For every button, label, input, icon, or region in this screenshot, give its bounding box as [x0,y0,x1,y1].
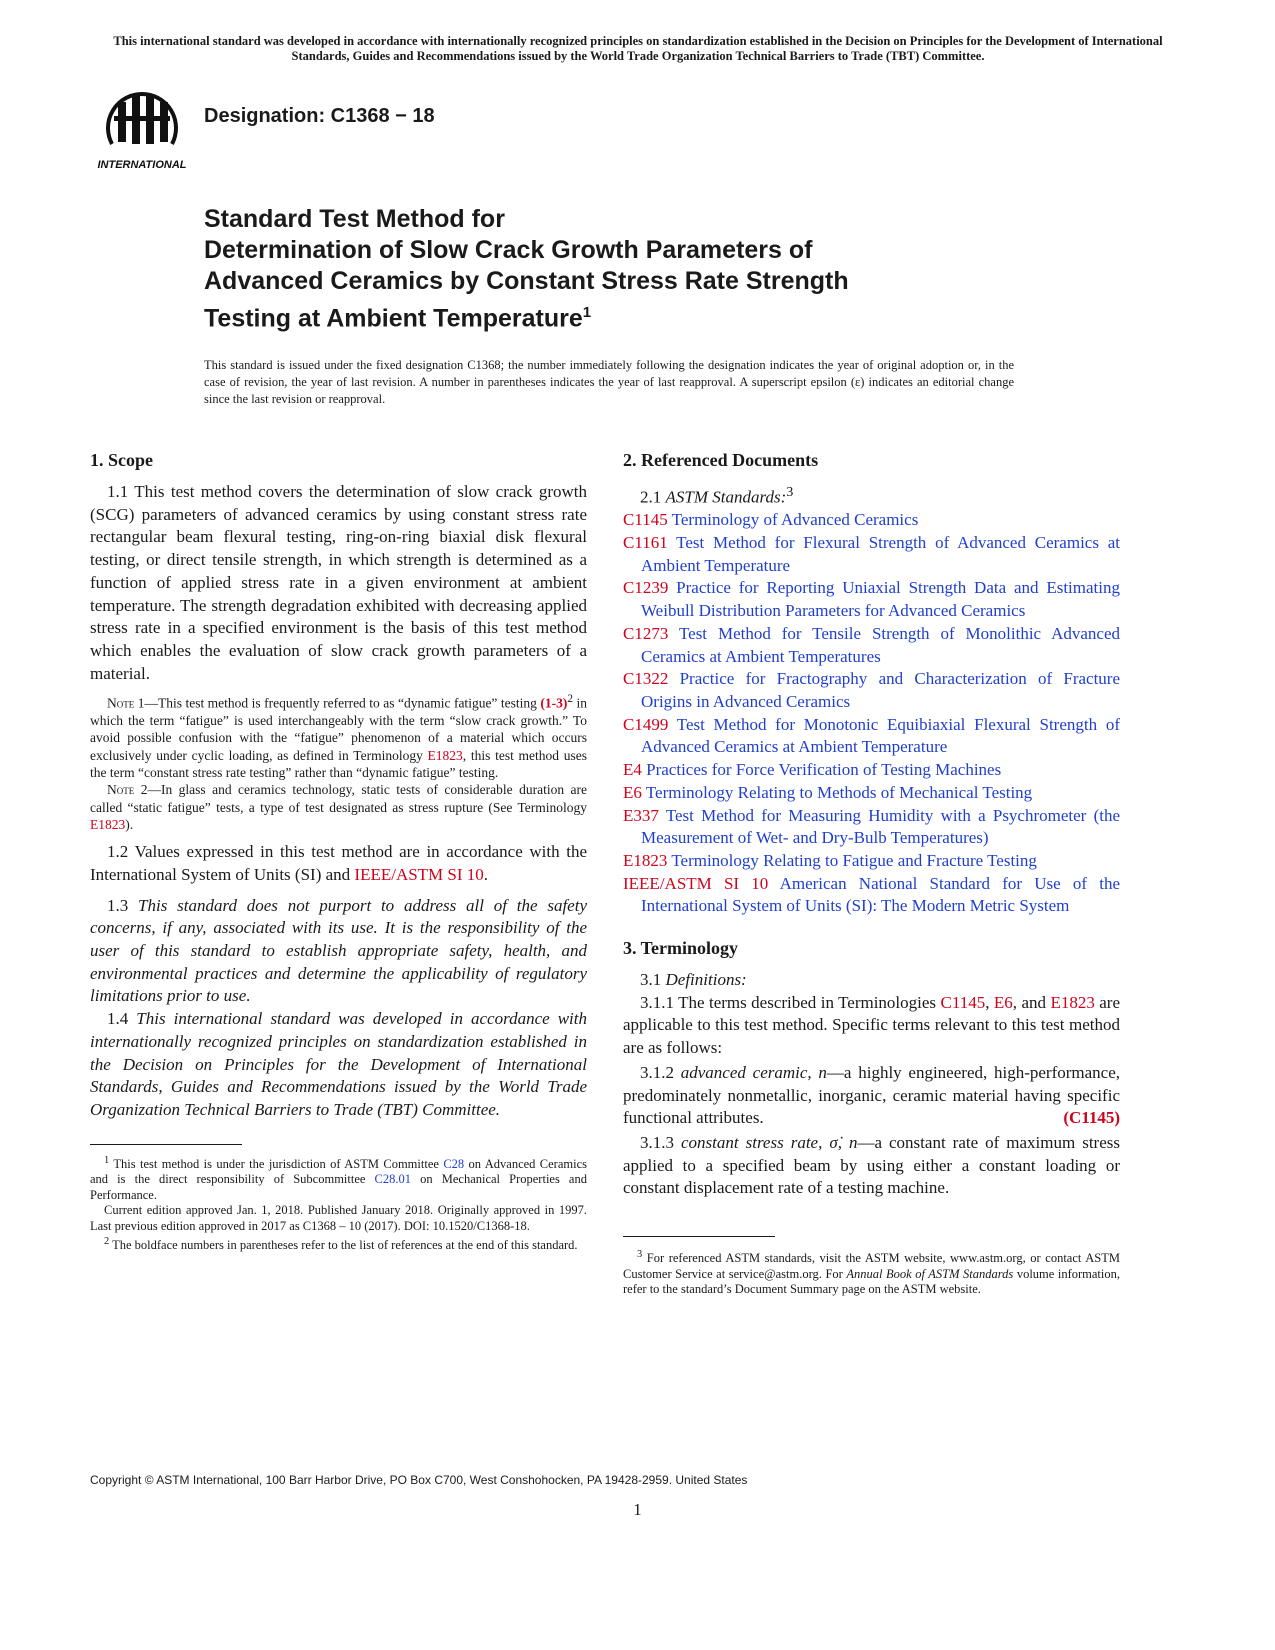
definition-advanced-ceramic: —a highly engineered, high-performance, predominately nonmetallic, inorganic, ceramic material having specific functional attributes. [623,1062,1121,1128]
footnote-rule [90,1144,242,1145]
link-c1145[interactable]: C1145 [940,992,986,1012]
referenced-standard-item [623,714,1120,759]
paragraph-3-1-2-number: 3.1.2 [640,1062,681,1082]
title-line-1: Standard Test Method for [204,205,505,233]
footnote-mark-2: 2 [567,693,574,706]
referenced-standard-item [623,759,1120,782]
referenced-standards-list [623,509,1120,918]
footnote-2-mark: 2 [104,1236,110,1248]
footnote-rule [623,1236,775,1237]
paragraph-1-4 [90,1008,587,1122]
paragraph-1-3 [90,895,587,1009]
subsection-3-1-number: 3.1 [640,970,666,990]
standard-code-link[interactable]: C1499 [623,714,669,734]
standard-title-link[interactable]: Practice for Fractography and Characterization of Fracture Origins in Advanced Ceramics [641,669,1120,711]
standard-title-link[interactable]: Practice for Reporting Uniaxial Strength Data and Estimating Weibull Distribution Parameters for Advanced Ceramics [641,578,1120,621]
standard-code-link[interactable]: E1823 [623,850,668,870]
standard-code-link[interactable]: E4 [623,760,642,780]
paragraph-3-1-1-text-a: 3.1.1 The terms described in Terminologies [640,992,941,1012]
link-e1823[interactable]: E1823 [1050,992,1095,1012]
footnote-1-mark: 1 [104,1154,110,1166]
paragraph-3-1-3 [623,1132,1120,1200]
referenced-standard-item [623,623,1120,668]
logo-text: INTERNATIONAL [97,159,187,171]
standard-title-link[interactable]: Test Method for Measuring Humidity with a Psychrometer (the Measurement of Wet- and Dry-Bulb Temperatures) [641,805,1120,848]
referenced-standard-item [623,782,1120,805]
footnotes-right [623,1236,1120,1298]
referenced-standard-item [623,850,1120,873]
paragraph-1-1: 1.1 This test method covers the determination of slow crack growth (SCG) parameters of advanced ceramics by using constant stress rate rectangular beam flexural testing, ring-on-ring biaxial disk flexural testing, or direct tensile strength, in which strength is determined as a function of applied stress rate in a given environment at ambient temperature. The strength degradation exhibited with decreasing applied stress rate in a specified environment is the basis of this test method which enables the evaluation of slow crack growth parameters of a material. [90,482,587,683]
note-1-text-b: in which the term “fatigue” is used interchangeably with the term “slow crack growth.” To avoid possible confusion with the “fatigue” phenomenon of a material which occurs exclusively under cyclic loading, as defined in Terminology [90,695,587,763]
right-column [623,450,1120,1298]
standard-title-link[interactable]: Terminology Relating to Fatigue and Fracture Testing [667,850,1037,870]
footnote-1 [90,1153,587,1204]
paragraph-1-3-text: This standard does not purport to address all of the safety concerns, if any, associated with its use. It is the responsibility of the user of this standard to establish appropriate safety, health, and environmental practices and determine the applicability of regulatory limitations prior to use. [90,895,587,1006]
standard-title-link[interactable]: Test Method for Tensile Strength of Monolithic Advanced Ceramics at Ambient Temperatures [641,623,1120,666]
paragraph-1-4-text: This international standard was developed in accordance with internationally recognized principles on standardization established in the Decision on Principles for the Development of International Standards, Guides and Recommendations issued by the World Trade Organization Technical Barriers to Trade (TBT) Committee. [90,1009,587,1119]
link-c28-01[interactable]: C28.01 [374,1172,412,1187]
referenced-standard-item [623,805,1120,850]
note-2-text-b: ). [125,816,134,832]
paragraph-1-2 [90,841,587,886]
term-advanced-ceramic: advanced ceramic, n [680,1062,827,1082]
paragraph-3-1-1 [623,992,1120,1060]
footnote-1-text-a: This test method is under the jurisdiction of ASTM Committee [109,1156,444,1171]
subsection-2-1-label: ASTM Standards: [665,487,787,507]
note-2-text-a: 2—In glass and ceramics technology, static tests of considerable duration are called “static fatigue” tests, a type of test designated as stress rupture (See Terminology [90,782,587,815]
footnote-2 [90,1234,587,1254]
standard-code-link[interactable]: IEEE/ASTM SI 10 [623,873,769,893]
standard-code-link[interactable]: C1161 [623,533,668,553]
link-e1823[interactable]: E1823 [427,747,463,763]
footnote-1-text-c: on Mechanical Properties and Performance. [90,1172,587,1202]
standard-title-link[interactable]: Terminology Relating to Methods of Mechanical Testing [641,782,1033,802]
note-1-text-a: 1—This test method is frequently referred to as “dynamic fatigue” testing [134,695,541,711]
paragraph-3-1-1-text-b: , and [1012,992,1051,1012]
footnote-3 [623,1247,1120,1298]
paragraph-3-1-2 [623,1062,1120,1130]
standard-code-link[interactable]: C1239 [623,578,669,598]
note-1-label: Note [107,695,135,711]
paragraph-1-4-number: 1.4 [107,1009,137,1029]
paragraph-1-2-text: 1.2 Values expressed in this test method are in accordance with the International System of Units (SI) and [90,842,587,884]
paragraph-3-1-3-number: 3.1.3 [640,1132,681,1152]
designation: Designation: C1368 − 18 [204,105,435,127]
paragraph-3-1-1-text-c: are applicable to this test method. Specific terms relevant to this test method are as follows: [623,992,1121,1058]
subsection-2-1-number: 2.1 [640,487,666,507]
note-1 [90,691,587,781]
standard-code-link[interactable]: E337 [623,805,659,825]
title-line-4: Testing at Ambient Temperature [204,304,583,333]
title-line-2: Determination of Slow Crack Growth Parameters of [204,236,813,264]
definition-constant-stress-rate: —a constant rate of maximum stress applied to a specified beam by using either a constant loading or constant displacement rate of a testing machine. [623,1132,1120,1198]
note-2-label: Note [107,782,135,798]
standard-title-link[interactable]: American National Standard for Use of the International System of Units (SI): The Modern Metric System [641,873,1120,916]
section-heading-scope: 1. Scope [90,450,153,470]
standard-code-link[interactable]: C1145 [623,510,668,530]
subsection-2-1 [623,481,1120,509]
standard-title-link[interactable]: Terminology of Advanced Ceramics [667,510,919,530]
astm-logo [92,86,192,178]
standard-code-link[interactable]: C1273 [623,623,669,643]
standard-title-link[interactable]: Practices for Force Verification of Testing Machines [641,760,1002,780]
separator: , [985,992,994,1012]
note-1-text-c: , this test method uses the term “constant stress rate testing” rather than “dynamic fatigue” testing. [90,747,587,781]
referenced-standard-item [623,532,1120,577]
footnote-3-mark: 3 [637,1249,643,1261]
referenced-standard-item [623,509,1120,532]
footnote-mark-3: 3 [786,484,794,500]
header-notice: This international standard was developed in accordance with internationally recognized principles on standardization established in the Decision on Principles for the Development of International Standards, Guides and Recommendations issued by the World Trade Organization Technical Barriers to Trade (TBT) Committee. [113,34,1163,63]
standard-title-link[interactable]: Test Method for Monotonic Equibiaxial Flexural Strength of Advanced Ceramics at Ambient Temperature [641,714,1120,757]
document-title [204,204,1104,334]
footnotes-left [90,1144,587,1254]
link-c1145-definition[interactable]: (C1145) [1063,1108,1120,1128]
standard-title-link[interactable]: Test Method for Flexural Strength of Advanced Ceramics at Ambient Temperature [641,533,1120,575]
title-line-3: Advanced Ceramics by Constant Stress Rate Strength [204,267,849,295]
footnote-1-text-b: on Advanced Ceramics and is the direct responsibility of Subcommittee [90,1156,588,1187]
subsection-3-1 [623,969,1120,992]
footnote-3-text-a: For referenced ASTM standards, visit the ASTM website, www.astm.org, or contact ASTM Customer Service at service@astm.org. For [623,1251,1120,1281]
referenced-standard-item [623,668,1120,713]
paragraph-1-2-end: . [483,864,489,884]
section-heading-terminology: 3. Terminology [623,938,739,959]
link-ieee-astm-si-10[interactable]: IEEE/ASTM SI 10 [354,864,484,884]
link-e1823[interactable]: E1823 [90,816,126,832]
copyright-footer: Copyright © ASTM International, 100 Barr Harbor Drive, PO Box C700, West Conshohocken, PA 19428-2959. United States [90,1473,748,1487]
reference-link-1-3[interactable]: (1-3) [540,695,568,711]
referenced-standard-item [623,873,1120,918]
term-constant-stress-rate: constant stress rate, σ̇, n [681,1132,858,1152]
issued-note: This standard is issued under the fixed designation C1368; the number immediately following the designation indicates the year of original adoption or, in the case of revision, the year of last revision. A number in parentheses indicates the year of last reapproval. A superscript epsilon (ε) indicates an editorial change since the last revision or reapproval. [204,358,1014,406]
referenced-standard-item [623,577,1120,622]
left-column [90,450,587,1254]
footnote-2-text: The boldface numbers in parentheses refer to the list of references at the end of this standard. [109,1238,578,1253]
link-c28[interactable]: C28 [443,1156,465,1171]
title-footnote-mark: 1 [582,304,592,321]
standard-code-link[interactable]: C1322 [623,669,669,689]
subsection-3-1-label: Definitions: [665,970,747,990]
paragraph-1-3-number: 1.3 [107,895,139,915]
section-heading-referenced-documents: 2. Referenced Documents [623,450,819,470]
footnote-3-book-title: Annual Book of ASTM Standards [846,1266,1014,1281]
standard-code-link[interactable]: E6 [623,782,642,802]
note-2 [90,781,587,833]
footnote-3-text-b: volume information, refer to the standard’s Document Summary page on the ASTM website. [623,1266,1120,1297]
link-e6[interactable]: E6 [993,992,1013,1012]
footnote-1-edition: Current edition approved Jan. 1, 2018. Published January 2018. Originally approved in 1997. Last previous edition approved in 2017 as C1368 – 10 (2017). DOI: 10.1520/C1368-18. [90,1203,587,1233]
page-number: 1 [633,1500,642,1519]
